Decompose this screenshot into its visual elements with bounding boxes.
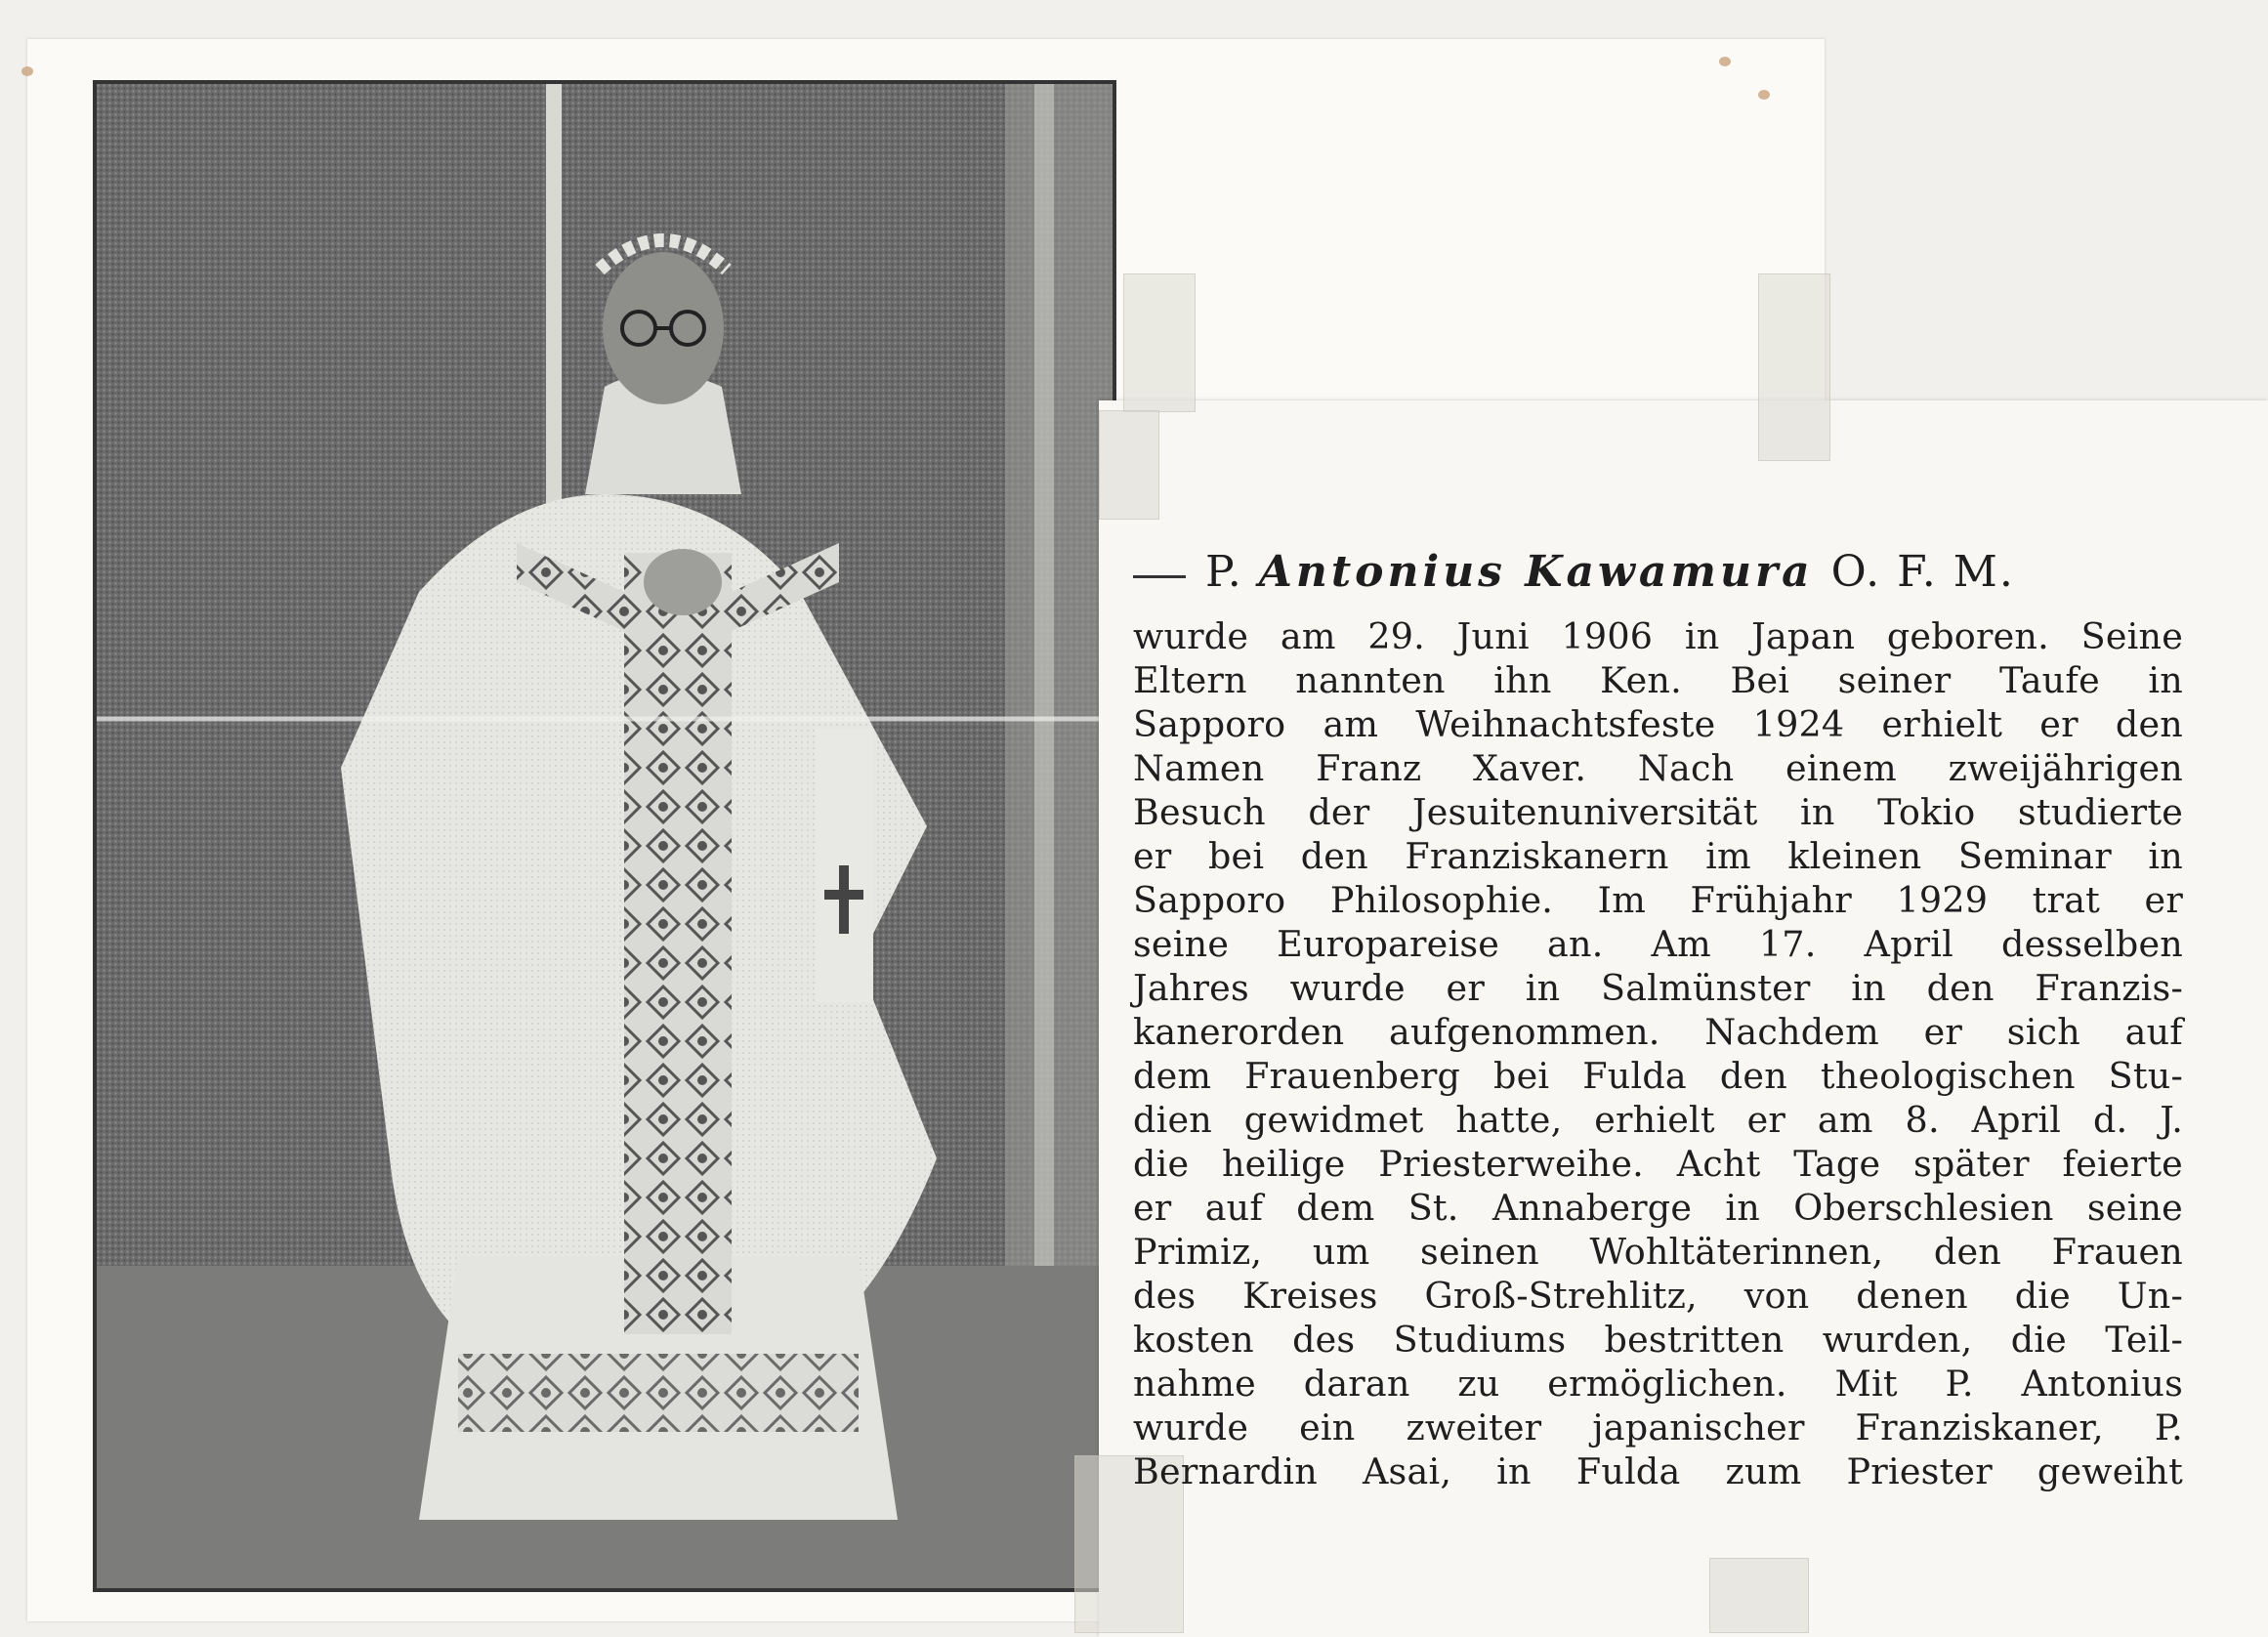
- headline-prefix: P.: [1205, 547, 1243, 597]
- article-line: Primiz, um seinen Wohltäterinnen, den Frauen: [1133, 1231, 2183, 1273]
- article-line: kosten des Studiums bestritten wurden, die Teil-: [1133, 1319, 2183, 1361]
- article-line: Bernardin Asai, in Fulda zum Priester geweiht: [1133, 1450, 2183, 1492]
- article-line: dem Frauenberg bei Fulda den theologischen Stu-: [1133, 1055, 2183, 1097]
- article-line: Namen Franz Xaver. Nach einem zweijährigen: [1133, 747, 2183, 789]
- adhesive-tape: [1709, 1558, 1809, 1633]
- article-line: Sapporo am Weihnachtsfeste 1924 erhielt er den: [1133, 703, 2183, 745]
- article-line: wurde am 29. Juni 1906 in Japan geboren. Seine: [1133, 615, 2183, 657]
- priest-photograph: [93, 80, 1116, 1592]
- article-line: Eltern nannten ihn Ken. Bei seiner Taufe in: [1133, 659, 2183, 701]
- headline-dash: [1133, 575, 1186, 578]
- adhesive-tape: [1099, 410, 1159, 520]
- adhesive-tape: [1758, 273, 1830, 461]
- article-line: Besuch der Jesuitenuniversität in Tokio studierte: [1133, 791, 2183, 833]
- headline-order: O. F. M.: [1830, 547, 2015, 597]
- article-body: [1133, 614, 2188, 1493]
- article-line: kanerorden aufgenommen. Nachdem er sich auf: [1133, 1011, 2183, 1053]
- article-line: Jahres wurde er in Salmünster in den Franzis-: [1133, 967, 2183, 1009]
- article-line: dien gewidmet hatte, erhielt er am 8. April d. J.: [1133, 1099, 2183, 1141]
- article-line: er auf dem St. Annaberge in Oberschlesien seine: [1133, 1187, 2183, 1229]
- headline-name: Antonius Kawamura: [1258, 547, 1814, 597]
- article: [1133, 547, 2188, 1493]
- article-line: Sapporo Philosophie. Im Frühjahr 1929 trat er: [1133, 879, 2183, 921]
- priest-photograph-drawing: [97, 84, 1113, 1588]
- pin-mark: [21, 66, 33, 76]
- adhesive-tape: [1123, 273, 1196, 412]
- article-headline: [1133, 547, 2188, 597]
- pin-mark: [1719, 57, 1731, 66]
- article-line: die heilige Priesterweihe. Acht Tage später feierte: [1133, 1143, 2183, 1185]
- article-line: nahme daran zu ermöglichen. Mit P. Antonius: [1133, 1363, 2183, 1405]
- article-line: des Kreises Groß-Strehlitz, von denen die Un-: [1133, 1275, 2183, 1317]
- article-line: seine Europareise an. Am 17. April desselben: [1133, 923, 2183, 965]
- article-line: er bei den Franziskanern im kleinen Seminar in: [1133, 835, 2183, 877]
- article-line: wurde ein zweiter japanischer Franziskaner, P.: [1133, 1406, 2183, 1448]
- pin-mark: [1758, 90, 1770, 100]
